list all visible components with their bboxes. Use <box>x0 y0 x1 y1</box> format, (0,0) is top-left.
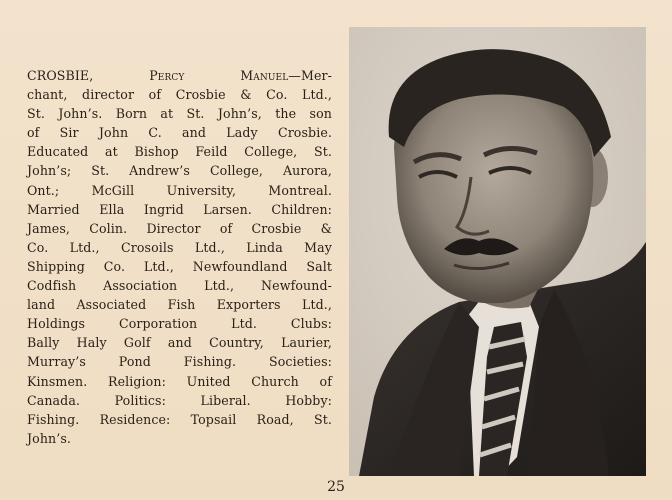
bio-surname: CROSBIE, <box>27 68 94 83</box>
bio-line-7: Ont.; McGill University, Montreal. <box>27 182 332 198</box>
portrait-photo <box>349 27 646 476</box>
bio-line-14: Holdings Corporation Ltd. Clubs: <box>27 316 332 332</box>
bio-line-19: Fishing. Residence: Topsail Road, St. <box>27 411 332 427</box>
bio-line-12: Codfish Association Ltd., Newfound- <box>27 278 332 294</box>
bio-line-13: land Associated Fish Exporters Ltd., <box>27 297 332 313</box>
bio-line-17: Kinsmen. Religion: United Church of <box>27 373 332 389</box>
bio-line-11: Shipping Co. Ltd., Newfoundland Salt <box>27 258 332 274</box>
bio-line-4: of Sir John C. and Lady Crosbie. <box>27 125 332 141</box>
bio-line-16: Murray’s Pond Fishing. Societies: <box>27 354 332 370</box>
bio-line-3: St. John’s. Born at St. John’s, the son <box>27 106 332 122</box>
bio-line-10: Co. Ltd., Crosoils Ltd., Linda May <box>27 239 332 255</box>
bio-line-8: Married Ella Ingrid Larsen. Children: <box>27 201 332 217</box>
bio-line-18: Canada. Politics: Liberal. Hobby: <box>27 392 332 408</box>
bio-line-2: chant, director of Crosbie & Co. Ltd., <box>27 87 332 103</box>
bio-line-20: John’s. <box>27 430 72 446</box>
bio-line-5: Educated at Bishop Feild College, St. <box>27 144 332 160</box>
page-number: 25 <box>327 479 345 495</box>
biography-entry <box>27 66 332 448</box>
bio-line-1 <box>27 66 332 85</box>
portrait-illustration <box>349 27 646 476</box>
bio-line-15: Bally Haly Golf and Country, Laurier, <box>27 335 332 351</box>
bio-line-text: —Mer- <box>288 68 332 83</box>
bio-given-name: Percy Manuel <box>149 68 289 83</box>
bio-line-9: James, Colin. Director of Crosbie & <box>27 220 332 236</box>
bio-line-6: John’s; St. Andrew’s College, Aurora, <box>27 163 332 179</box>
